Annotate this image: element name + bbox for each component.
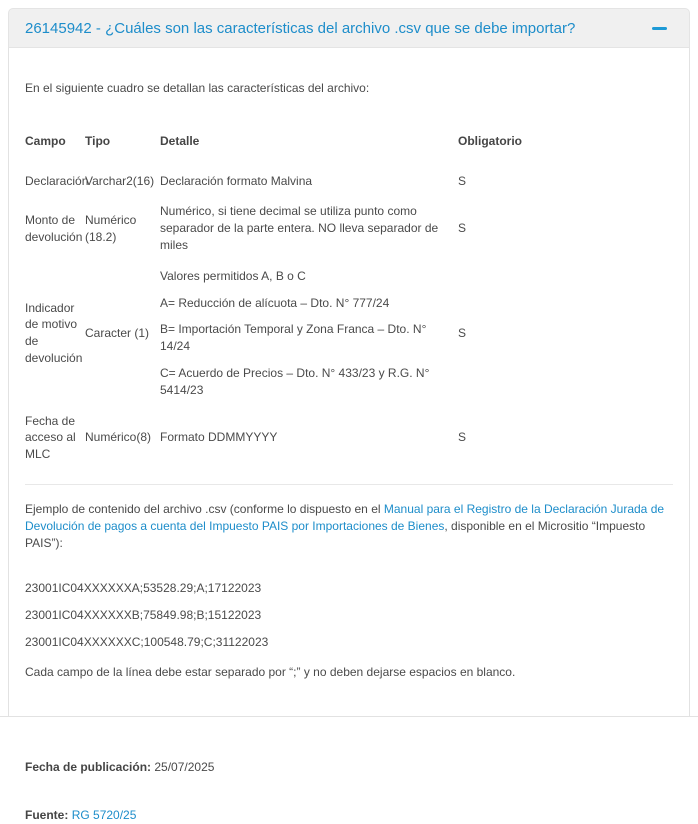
cell-obligatorio: S [458, 430, 467, 445]
table-row [25, 166, 565, 197]
cell-campo: Declaración [25, 173, 89, 188]
cell-tipo: Numérico (18.2) [85, 212, 137, 244]
cell-obligatorio: S [458, 221, 467, 236]
cell-detalle [160, 166, 458, 197]
table-row [25, 406, 565, 470]
table-row [25, 196, 565, 260]
table-column-header: Obligatorio [458, 133, 522, 148]
publication-date-value: 25/07/2025 [154, 760, 215, 775]
csv-example-line: 23001IC04XXXXXXC;100548.79;C;31122023 [25, 635, 269, 650]
table-column-header: Campo [25, 133, 66, 148]
cell-obligatorio: S [458, 173, 467, 188]
cell-obligatorio: S [458, 325, 467, 340]
example-prefix: Ejemplo de contenido del archivo .csv (conforme lo dispuesto en el [25, 501, 384, 516]
cell-campo: Fecha de acceso al MLC [25, 413, 76, 462]
source-link[interactable]: RG 5720/25 [71, 807, 137, 822]
detalle-paragraph: Valores permitidos A, B o C [160, 268, 306, 283]
table-header-row [25, 133, 565, 166]
source-line [25, 807, 673, 824]
detalle-paragraph: C= Acuerdo de Precios – Dto. N° 433/23 y R.G. N° 5414/23 [160, 365, 430, 397]
cell-campo: Indicador de motivo de devolución [25, 300, 83, 365]
file-spec-table-container [25, 133, 673, 485]
publication-date-line [25, 759, 673, 776]
intro-text: En el siguiente cuadro se detallan las características del archivo: [25, 81, 370, 95]
csv-example-block [25, 581, 673, 650]
publication-date-label: Fecha de publicación: [25, 760, 152, 775]
csv-example-line: 23001IC04XXXXXXA;53528.29;A;17122023 [25, 581, 262, 596]
example-suffix: , disponible en el Micrositio “Impuesto PAIS”): [25, 518, 646, 550]
detalle-paragraph: Numérico, si tiene decimal se utiliza punto como separador de la parte entera. NO lleva separador de miles [160, 204, 439, 252]
cell-tipo: Varchar2(16) [85, 173, 155, 188]
accordion-header[interactable] [8, 8, 690, 48]
file-spec-table-body [25, 166, 565, 470]
table-column-header: Detalle [160, 133, 200, 148]
page-bottom-divider [0, 716, 698, 717]
collapse-minus-icon[interactable] [652, 27, 667, 30]
csv-example-line: 23001IC04XXXXXXB;75849.98;B;15122023 [25, 608, 262, 623]
table-row [25, 261, 565, 406]
cell-campo: Monto de devolución [25, 212, 83, 244]
cell-tipo: Caracter (1) [85, 325, 150, 340]
file-spec-table [25, 133, 565, 470]
manual-link[interactable]: Manual para el Registro de la Declaración Jurada de Devolución de pagos a cuenta del Impuesto PAIS por Importaciones de Bienes [25, 501, 665, 533]
separator-note: Cada campo de la línea debe estar separado por “;” y no deben dejarse espacios en blanco. [25, 665, 516, 680]
cell-detalle [160, 406, 458, 470]
cell-detalle [160, 261, 458, 406]
table-column-header: Tipo [85, 133, 111, 148]
detalle-paragraph: Declaración formato Malvina [160, 173, 313, 188]
cell-detalle [160, 196, 458, 260]
cell-tipo: Numérico(8) [85, 430, 152, 445]
accordion-title: 26145942 - ¿Cuáles son las características del archivo .csv que se debe importar? [25, 19, 576, 37]
faq-page [0, 8, 698, 822]
detalle-paragraph: Formato DDMMYYYY [160, 430, 278, 445]
source-label: Fuente: [25, 807, 69, 822]
detalle-paragraph: A= Reducción de alícuota – Dto. N° 777/24 [160, 295, 390, 310]
detalle-paragraph: B= Importación Temporal y Zona Franca – Dto. N° 14/24 [160, 322, 427, 354]
accordion-panel [8, 48, 690, 822]
example-paragraph [25, 501, 685, 551]
